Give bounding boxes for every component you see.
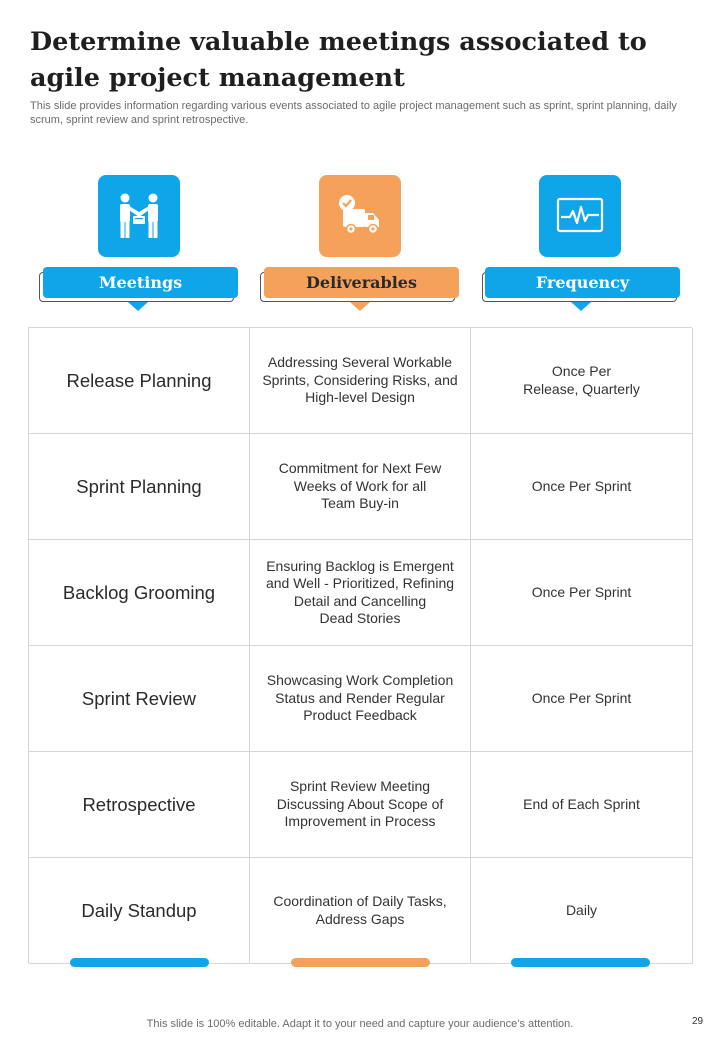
column-header-meetings: Meetings [43, 267, 238, 298]
meeting-frequency: Once Per Sprint [471, 540, 693, 646]
page-subtitle: This slide provides information regarding various events associated to agile project management such as sprint, sprint planning, daily scrum, sprint review and sprint retrospective. [30, 100, 677, 126]
page-number: 29 [692, 1016, 704, 1027]
pulse-monitor-icon [553, 189, 607, 243]
meeting-deliverable: Ensuring Backlog is Emergent and Well - Prioritized, Refining Detail and Cancelling Dead Stories [250, 540, 471, 646]
meetings-accent-bar [70, 958, 209, 967]
meeting-deliverable: Addressing Several Workable Sprints, Considering Risks, and High-level Design [250, 328, 471, 434]
meeting-name: Release Planning [29, 328, 250, 434]
deliverables-icon-tile [319, 175, 401, 257]
meetings-icon-tile [98, 175, 180, 257]
meeting-name: Backlog Grooming [29, 540, 250, 646]
delivery-truck-check-icon [333, 189, 387, 243]
meeting-frequency: End of Each Sprint [471, 752, 693, 858]
meeting-name: Sprint Review [29, 646, 250, 752]
frequency-icon-tile [539, 175, 621, 257]
meetings-header-pointer [128, 302, 148, 311]
meeting-frequency: Daily [471, 858, 693, 964]
meeting-deliverable: Sprint Review Meeting Discussing About Scope of Improvement in Process [250, 752, 471, 858]
meeting-name: Retrospective [29, 752, 250, 858]
frequency-header-pointer [571, 302, 591, 311]
column-header-frequency: Frequency [485, 267, 680, 298]
meetings-table [28, 327, 692, 963]
footer-note: This slide is 100% editable. Adapt it to your need and capture your audience’s attention. [146, 1018, 574, 1030]
meeting-frequency: Once Per Sprint [471, 646, 693, 752]
meeting-deliverable: Showcasing Work Completion Status and Render Regular Product Feedback [250, 646, 471, 752]
page-title: Determine valuable meetings associated to agile project management [30, 27, 647, 93]
deliverables-header-pointer [350, 302, 370, 311]
meeting-name: Sprint Planning [29, 434, 250, 540]
meeting-frequency: Once Per Sprint [471, 434, 693, 540]
deliverables-accent-bar [291, 958, 430, 967]
frequency-accent-bar [511, 958, 650, 967]
column-header-deliverables: Deliverables [264, 267, 459, 298]
meeting-deliverable: Coordination of Daily Tasks, Address Gaps [250, 858, 471, 964]
meeting-frequency: Once Per Release, Quarterly [471, 328, 693, 434]
meeting-deliverable: Commitment for Next Few Weeks of Work for all Team Buy-in [250, 434, 471, 540]
handshake-people-icon [113, 190, 165, 242]
meeting-name: Daily Standup [29, 858, 250, 964]
